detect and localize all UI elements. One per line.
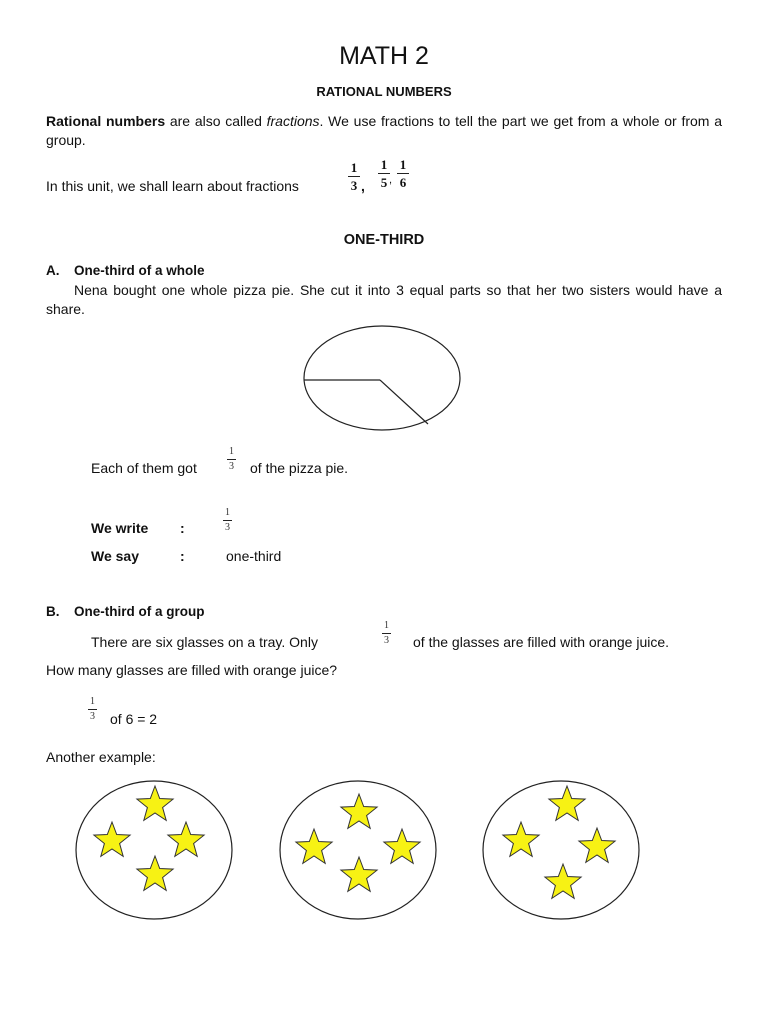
each-got-text: Each of them got xyxy=(91,460,197,476)
intro-paragraph xyxy=(46,112,722,150)
glasses-fraction xyxy=(382,621,391,646)
each-got-fraction xyxy=(227,447,236,472)
another-example-label: Another example: xyxy=(46,749,156,765)
equation-text: of 6 = 2 xyxy=(110,711,158,727)
fraction-numerator: 1 xyxy=(225,507,230,518)
fraction-numerator: 1 xyxy=(90,696,95,707)
fraction-denominator: 3 xyxy=(384,635,389,646)
star-icon xyxy=(545,864,581,898)
glasses-text-after: of the glasses are filled with orange juice. xyxy=(413,634,670,650)
star-icon xyxy=(137,786,173,820)
star-icon xyxy=(549,786,585,820)
star-icon xyxy=(137,856,173,890)
pizza-diagram xyxy=(300,322,466,432)
fraction-numerator: 1 xyxy=(229,446,234,457)
fraction-denominator: 5 xyxy=(380,175,388,190)
star-icon xyxy=(384,829,420,863)
star-icon xyxy=(341,857,377,891)
fraction-numerator: 1 xyxy=(399,157,407,172)
we-say-value: one-third xyxy=(226,548,282,564)
we-write-colon: : xyxy=(180,520,185,536)
page-subtitle: RATIONAL NUMBERS xyxy=(316,84,452,99)
fraction-numerator: 1 xyxy=(384,620,389,631)
fraction-denominator: 3 xyxy=(229,461,234,472)
unit-fraction-3 xyxy=(397,158,409,189)
intro-text-2: . We use fractions to tell the part we get from a whole or from a group. xyxy=(46,113,722,148)
fraction-denominator: 3 xyxy=(225,522,230,533)
part-a-story: Nena bought one whole pizza pie. She cut it into 3 equal parts so that her two sisters would have a share. xyxy=(46,282,722,317)
part-a-heading: One-third of a whole xyxy=(74,263,205,278)
intro-italic-term: fractions xyxy=(266,113,320,129)
star-icon xyxy=(168,822,204,856)
glasses-question: How many glasses are filled with orange juice? xyxy=(46,662,338,678)
part-b-letter: B. xyxy=(46,604,60,619)
fraction-denominator: 3 xyxy=(90,711,95,722)
we-write-label: We write xyxy=(91,520,149,536)
star-icon xyxy=(296,829,332,863)
we-write-fraction xyxy=(223,508,232,533)
star-icon xyxy=(579,828,615,862)
star-groups-figure xyxy=(70,780,690,925)
fraction-numerator: 1 xyxy=(380,157,388,172)
part-a-letter: A. xyxy=(46,263,60,278)
star-icon xyxy=(503,822,539,856)
equation-fraction xyxy=(88,697,97,722)
pizza-circle xyxy=(304,326,460,430)
each-got-text-after: of the pizza pie. xyxy=(250,460,349,476)
section-title: ONE-THIRD xyxy=(343,232,425,248)
unit-line-text: In this unit, we shall learn about fractions xyxy=(46,178,299,194)
glasses-text: There are six glasses on a tray. Only xyxy=(91,634,318,650)
part-b-heading: One-third of a group xyxy=(74,604,205,619)
intro-text-1: are also called xyxy=(165,113,267,129)
fraction-denominator: 6 xyxy=(399,175,407,190)
star-icon xyxy=(341,794,377,828)
stars-layer xyxy=(94,786,615,898)
unit-fraction-1 xyxy=(348,161,360,192)
we-say-colon: : xyxy=(180,548,185,564)
fraction-separator: , xyxy=(361,178,365,194)
star-icon xyxy=(94,822,130,856)
fraction-numerator: 1 xyxy=(350,160,358,175)
fraction-separator: , xyxy=(389,174,393,186)
page-title: MATH 2 xyxy=(339,42,429,70)
intro-bold-term: Rational numbers xyxy=(46,113,166,129)
we-say-label: We say xyxy=(91,548,139,564)
fraction-denominator: 3 xyxy=(350,178,358,193)
pizza-cut-line xyxy=(380,380,428,424)
